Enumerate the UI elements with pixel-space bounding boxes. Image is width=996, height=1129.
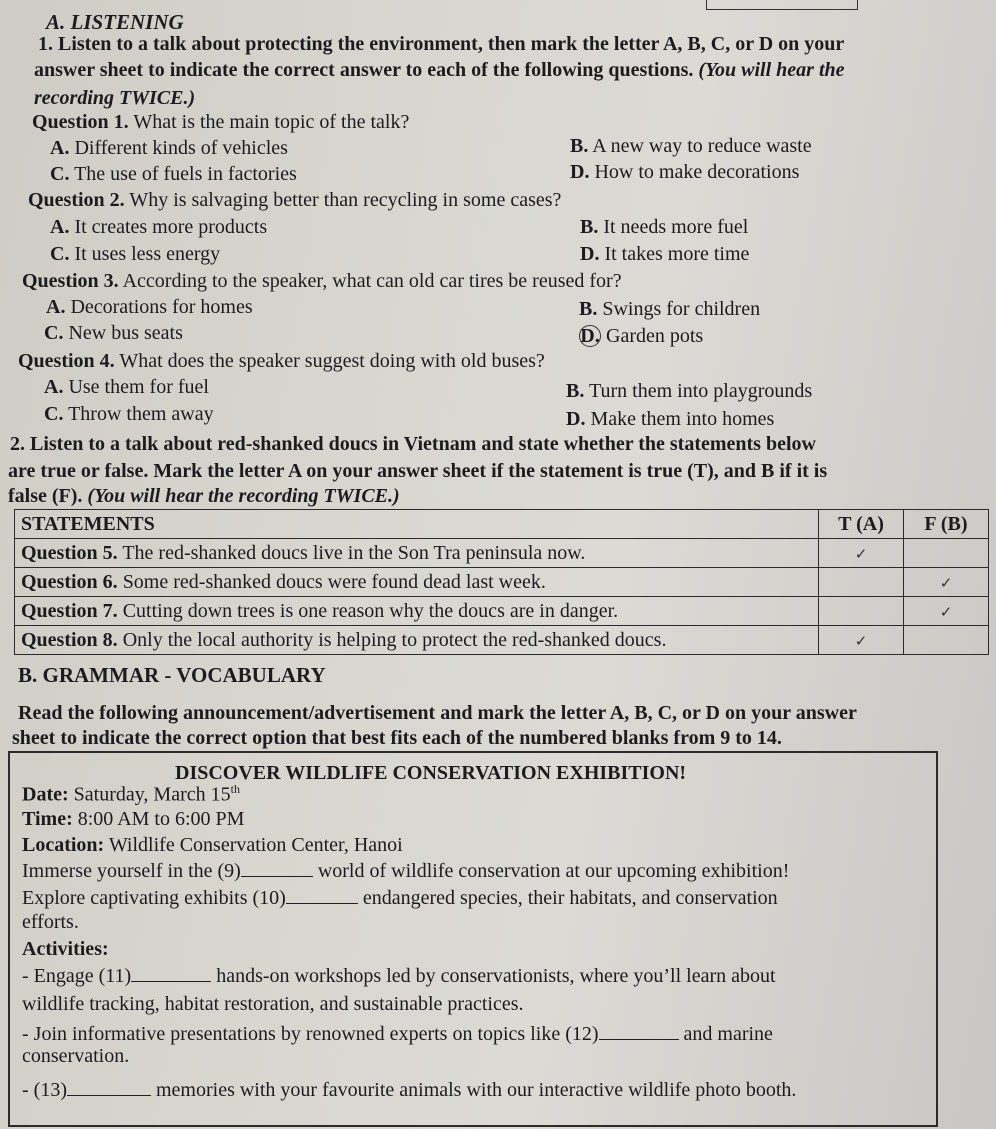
q1-option-a (50, 137, 288, 160)
true-cell[interactable] (819, 539, 904, 568)
option-text: It uses less energy (69, 243, 221, 265)
ad-date-suffix: th (230, 782, 240, 796)
grammar-instruction-line1: Read the following announcement/advertisement and mark the letter A, B, C, or D on your answer (18, 702, 857, 724)
ad-location-value: Wildlife Conservation Center, Hanoi (104, 834, 403, 856)
statements-table (14, 509, 989, 655)
ad-time-value: 8:00 AM to 6:00 PM (72, 808, 245, 830)
ad-activity-2 (22, 1023, 773, 1046)
ad-paragraph-1 (22, 860, 789, 883)
question-text: According to the speaker, what can old car tires be reused for? (118, 270, 622, 292)
option-letter: C. (50, 163, 70, 185)
q3-option-a (46, 296, 253, 319)
true-cell[interactable] (819, 626, 904, 655)
q1-option-b (570, 135, 812, 158)
part1-instruction-line1: 1. Listen to a talk about protecting the environment, then mark the letter A, B, C, or D on your (38, 33, 845, 55)
option-letter: B. (580, 216, 599, 238)
table-header-row (15, 510, 989, 539)
question-1 (32, 111, 409, 134)
ad-activities-label: Activities: (22, 938, 109, 960)
q4-option-d (566, 408, 774, 431)
option-letter: D. (570, 161, 590, 183)
statement-cell (15, 568, 819, 597)
option-letter: C. (50, 243, 70, 265)
option-text: It needs more fuel (598, 216, 749, 238)
q2-option-d (580, 243, 749, 266)
ad-time-label: Time: (22, 808, 73, 830)
option-letter: B. (566, 380, 585, 402)
q3-option-c (44, 322, 183, 345)
ad-activity-2-cont: conservation. (22, 1045, 130, 1067)
option-letter: A. (50, 137, 70, 159)
header-statements: STATEMENTS (15, 510, 819, 539)
ad-title: DISCOVER WILDLIFE CONSERVATION EXHIBITION! (175, 762, 687, 784)
statement-cell (15, 626, 819, 655)
option-text: Swings for children (597, 298, 761, 320)
statement-label: Question 7. (21, 599, 118, 622)
option-letter: B. (579, 298, 598, 320)
q1-option-c (50, 163, 297, 186)
ad-text: - Join informative presentations by renowned experts on topics like (12) (22, 1023, 599, 1045)
option-text: Different kinds of vehicles (69, 137, 288, 159)
option-letter-circled: D. (580, 325, 600, 347)
statement-label: Question 6. (21, 570, 118, 593)
header-false: F (B) (904, 510, 989, 539)
ad-activity-3 (22, 1079, 796, 1102)
question-4 (18, 350, 545, 373)
ad-text: Immerse yourself in the (9) (22, 860, 241, 882)
option-letter: B. (570, 135, 589, 157)
corner-box (706, 0, 858, 10)
blank-10[interactable] (286, 887, 358, 904)
tick-mark-icon: ✓ (854, 544, 868, 563)
question-3 (22, 270, 622, 293)
statement-cell (15, 539, 819, 568)
part1-instruction-text: answer sheet to indicate the correct answer to each of the following questions. (34, 59, 699, 81)
option-letter: D. (580, 243, 600, 265)
ad-text: hands-on workshops led by conservationists, where you’ll learn about (211, 965, 776, 987)
part2-instruction-text: false (F). (8, 485, 88, 507)
part1-instruction-line3: recording TWICE.) (34, 87, 196, 109)
advertisement-box (8, 751, 938, 1127)
q4-option-a (44, 376, 209, 399)
blank-11[interactable] (131, 965, 211, 982)
part2-instruction-line1: 2. Listen to a talk about red-shanked doucs in Vietnam and state whether the statements below (10, 433, 816, 455)
section-heading-listening: A. LISTENING (46, 10, 184, 34)
part2-instruction-note: (You will hear the recording TWICE.) (87, 485, 400, 507)
ad-text: - (13) (22, 1079, 67, 1101)
question-label: Question 4. (18, 350, 115, 372)
ad-paragraph-2 (22, 887, 778, 910)
option-letter: A. (44, 376, 64, 398)
q1-option-d (570, 161, 799, 184)
blank-12[interactable] (599, 1023, 679, 1040)
ad-text: memories with your favourite animals with our interactive wildlife photo booth. (150, 1079, 797, 1101)
question-label: Question 2. (28, 189, 125, 211)
true-cell[interactable] (819, 597, 904, 626)
table-row (15, 568, 989, 597)
ad-text: and marine (678, 1023, 773, 1045)
ad-text: world of wildlife conservation at our upcoming exhibition! (312, 860, 790, 882)
section-heading-grammar: B. GRAMMAR - VOCABULARY (18, 663, 326, 687)
statement-text: Only the local authority is helping to protect the red-shanked doucs. (117, 628, 667, 651)
blank-13[interactable] (67, 1079, 151, 1096)
ad-time (22, 808, 244, 831)
table-row (15, 539, 989, 568)
ad-location-label: Location: (22, 834, 105, 856)
false-cell[interactable] (904, 539, 989, 568)
option-text: It takes more time (599, 243, 750, 265)
option-text: It creates more products (69, 216, 268, 238)
q2-option-a (50, 216, 267, 239)
option-text: Turn them into playgrounds (584, 380, 813, 402)
false-cell[interactable] (904, 568, 989, 597)
q2-option-b (580, 216, 748, 239)
header-true: T (A) (819, 510, 904, 539)
question-label: Question 1. (32, 111, 129, 133)
true-cell[interactable] (819, 568, 904, 597)
part2-instruction-line3 (8, 485, 400, 508)
option-text: Throw them away (63, 403, 214, 425)
option-text: The use of fuels in factories (69, 163, 297, 185)
question-text: What does the speaker suggest doing with old buses? (114, 350, 545, 372)
ad-date (22, 782, 240, 807)
option-text: How to make decorations (589, 161, 800, 183)
grammar-instruction-line2: sheet to indicate the correct option that best fits each of the numbered blanks from 9 to 14. (12, 727, 782, 749)
option-letter: C. (44, 322, 64, 344)
tick-mark-icon: ✓ (939, 602, 953, 621)
statement-text: The red-shanked doucs live in the Son Tra peninsula now. (117, 541, 586, 564)
statement-cell (15, 597, 819, 626)
part1-instruction-line2 (34, 59, 845, 82)
option-text: Make them into homes (585, 408, 775, 430)
option-text: Use them for fuel (63, 376, 209, 398)
question-label: Question 3. (22, 270, 119, 292)
question-text: What is the main topic of the talk? (128, 111, 410, 133)
q3-option-d (582, 325, 703, 348)
option-letter: A. (50, 216, 70, 238)
ad-location (22, 834, 403, 857)
statement-text: Some red-shanked doucs were found dead last week. (117, 570, 546, 593)
tick-mark-icon: ✓ (939, 573, 953, 592)
ad-text: endangered species, their habitats, and conservation (357, 887, 778, 909)
question-text: Why is salvaging better than recycling in some cases? (124, 189, 562, 211)
q4-option-c (44, 403, 214, 426)
ad-activity-1 (22, 965, 776, 988)
option-text: A new way to reduce waste (588, 135, 812, 157)
part2-instruction-line2: are true or false. Mark the letter A on your answer sheet if the statement is true (T), and B if it is (8, 460, 828, 482)
option-letter: C. (44, 403, 64, 425)
statement-label: Question 5. (21, 541, 118, 564)
tick-mark-icon: ✓ (854, 631, 868, 650)
option-text: New bus seats (63, 322, 183, 344)
ad-paragraph-2-cont: efforts. (22, 911, 79, 933)
false-cell[interactable] (904, 626, 989, 655)
ad-text: Explore captivating exhibits (10) (22, 887, 286, 909)
false-cell[interactable] (904, 597, 989, 626)
question-2 (28, 189, 561, 212)
ad-date-label: Date: (22, 783, 69, 806)
table-row (15, 626, 989, 655)
q4-option-b (566, 380, 812, 403)
table-row (15, 597, 989, 626)
option-text: Garden pots (601, 325, 704, 347)
option-letter: A. (46, 296, 66, 318)
blank-9[interactable] (241, 860, 313, 877)
statement-text: Cutting down trees is one reason why the doucs are in danger. (117, 599, 619, 622)
ad-activity-1-cont: wildlife tracking, habitat restoration, and sustainable practices. (22, 993, 524, 1015)
option-text: Decorations for homes (65, 296, 253, 318)
part1-instruction-note: (You will hear the (698, 59, 845, 81)
q2-option-c (50, 243, 220, 266)
ad-text: - Engage (11) (22, 965, 132, 987)
ad-date-value: Saturday, March 15 (68, 783, 231, 806)
statement-label: Question 8. (21, 628, 118, 651)
q3-option-b (579, 298, 760, 321)
option-letter: D. (566, 408, 586, 430)
